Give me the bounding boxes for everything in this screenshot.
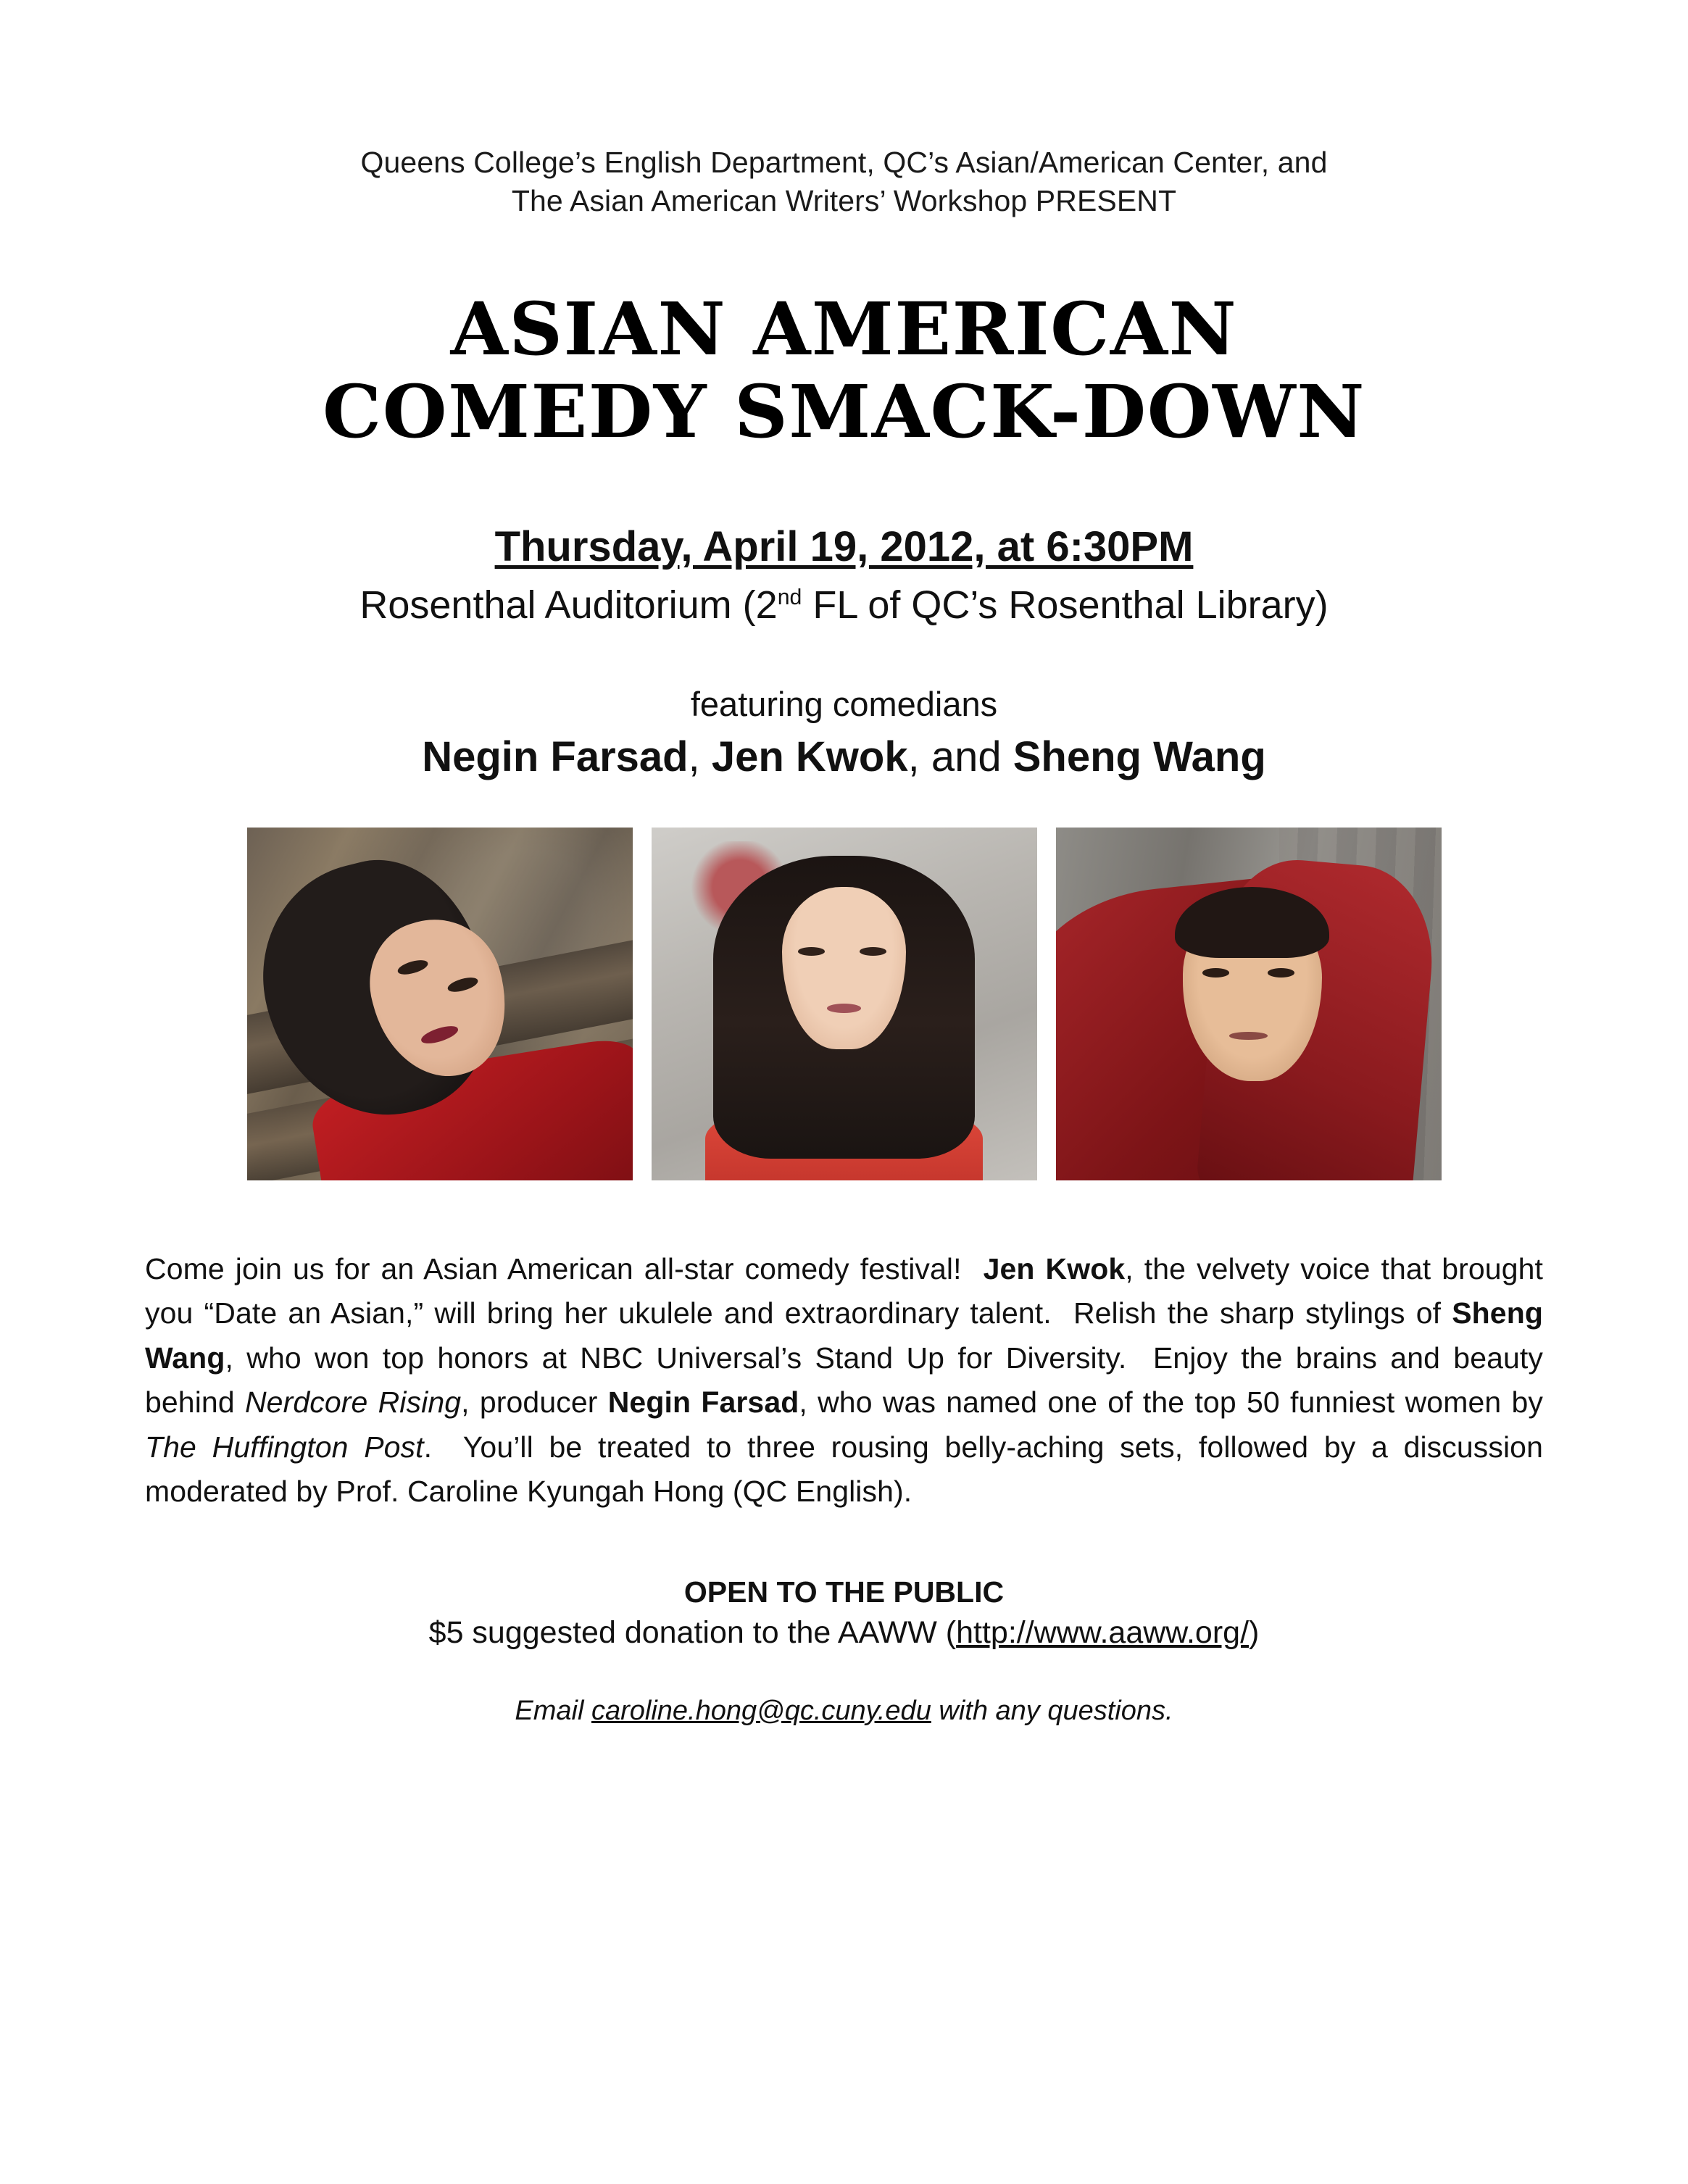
- title-line-2: COMEDY SMACK-DOWN: [322, 368, 1366, 454]
- presenter-line-2: The Asian American Writers’ Workshop PRESENT: [511, 184, 1177, 218]
- headshot-sheng-wang: [1056, 828, 1442, 1180]
- presenter-line-1: Queens College’s English Department, QC’s Asian/American Center, and: [360, 146, 1328, 179]
- description-segment-4: , producer: [461, 1385, 608, 1420]
- open-to-public-notice: OPEN TO THE PUBLIC: [683, 1575, 1005, 1609]
- donation-prefix: $5 suggested donation to the AAWW (: [428, 1614, 957, 1650]
- headshot-negin-farsad: [247, 828, 633, 1180]
- description-bold-sheng-wang: Sheng Wang: [145, 1296, 1543, 1375]
- email-prefix: Email: [515, 1695, 591, 1726]
- event-datetime: [145, 522, 1543, 571]
- description-segment-3: , who won top honors at NBC Universal’s Stand Up for Diversity. Enjoy the brains and beauty behind: [145, 1341, 1543, 1420]
- presenter-block: [145, 0, 1543, 221]
- description-segment-6: . You’ll be treated to three rousing belly-aching sets, followed by a discussion moderated by Prof. Caroline Kyungah Hong (QC English).: [145, 1430, 1543, 1509]
- featuring-label: featuring comedians: [690, 684, 998, 723]
- donation-suffix: ): [1249, 1614, 1260, 1650]
- headshot-row: [145, 828, 1543, 1180]
- description-segment-1: Come join us for an Asian American all-star comedy festival!: [145, 1251, 984, 1285]
- aaww-website-link[interactable]: http://www.aaww.org/: [956, 1614, 1250, 1650]
- event-location-suffix: FL of QC’s Rosenthal Library): [802, 583, 1329, 627]
- photo-face: [782, 887, 905, 1049]
- page-title: [145, 285, 1543, 454]
- contact-email-link[interactable]: caroline.hong@qc.cuny.edu: [591, 1695, 931, 1726]
- performer-name-3: Sheng Wang: [1013, 733, 1266, 780]
- performer-name-2: Jen Kwok: [711, 733, 908, 780]
- photo-eye-right: [860, 947, 886, 956]
- title-line-1: ASIAN AMERICAN: [450, 285, 1238, 372]
- event-description: [145, 1247, 1543, 1514]
- photo-lips: [827, 1004, 862, 1013]
- photo-lips: [1229, 1032, 1268, 1040]
- contact-line: [145, 1696, 1543, 1727]
- event-datetime-text: Thursday, April 19, 2012, at 6:30PM: [494, 522, 1194, 570]
- description-segment-5: , who was named one of the top 50 funniest women by: [799, 1385, 1543, 1420]
- description-italic-nerdcore-rising: Nerdcore Rising: [244, 1385, 462, 1420]
- event-location-ordinal: nd: [777, 585, 802, 609]
- photo-eye-left: [1202, 968, 1229, 978]
- performer-names: [145, 733, 1543, 781]
- donation-line: [145, 1615, 1543, 1651]
- event-location: [145, 583, 1543, 628]
- description-segment-2: , the velvety voice that brought you “Date an Asian,” will bring her ukulele and extraordinary talent. Relish the sharp stylings of: [145, 1251, 1543, 1330]
- description-bold-negin-farsad: Negin Farsad: [607, 1385, 799, 1420]
- photo-eye-left: [798, 947, 825, 956]
- email-suffix: with any questions.: [931, 1695, 1173, 1726]
- description-italic-huffington-post: The Huffington Post: [145, 1430, 424, 1464]
- performer-name-1: Negin Farsad: [422, 733, 689, 780]
- event-location-prefix: Rosenthal Auditorium (2: [359, 583, 778, 627]
- name-separator-2: , and: [907, 733, 1013, 780]
- headshot-jen-kwok: [652, 828, 1037, 1180]
- description-bold-jen-kwok: Jen Kwok: [983, 1251, 1126, 1285]
- name-separator-1: ,: [688, 733, 712, 780]
